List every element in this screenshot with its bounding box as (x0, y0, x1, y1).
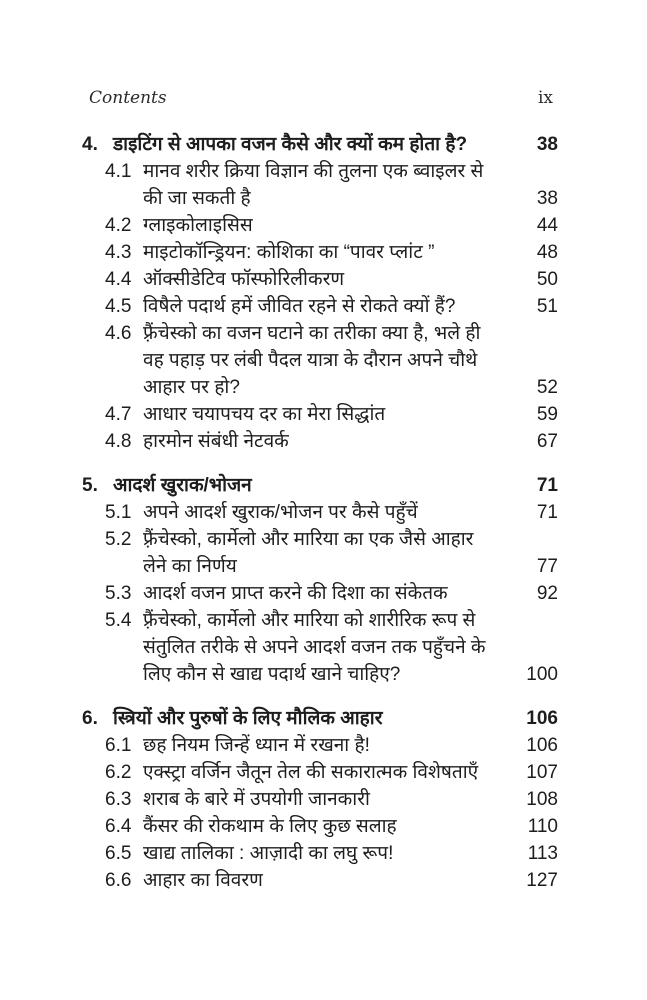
toc-entry-page: 48 (536, 242, 558, 263)
toc-entry-number: 4.4 (105, 269, 132, 290)
toc-entry-number: 6.1 (105, 735, 132, 756)
toc-entry-number: 4.8 (105, 431, 132, 452)
toc-entry-number: 6.2 (105, 762, 132, 783)
toc-entry-number: 5.1 (105, 502, 132, 523)
toc-entry-title: छह नियम जिन्हें ध्यान में रखना है! (143, 735, 370, 756)
toc-entry-title: आदर्श वजन प्राप्त करने की दिशा का संकेतक (143, 583, 448, 604)
toc-entry (82, 759, 558, 786)
toc-entry-number: 4.5 (105, 296, 132, 317)
toc-chapter-heading (82, 705, 558, 732)
toc-entry-number: 5.3 (105, 583, 132, 604)
chapter-number: 5. (82, 475, 98, 496)
page-folio: ix (537, 88, 553, 108)
toc-entry-page: 107 (526, 762, 558, 783)
toc-entry-title: फ़्रैंचेस्को, कार्मेलो और मारिया का एक जैसे आहार लेने का निर्णय (143, 529, 474, 577)
toc-entry-title: हारमोन संबंधी नेटवर्क (143, 431, 289, 452)
toc-entry-number: 5.4 (105, 610, 132, 631)
toc-entry-title: मानव शरीर क्रिया विज्ञान की तुलना एक ब्वाइलर से की जा सकती है (143, 161, 484, 209)
toc-entry-page: 110 (527, 816, 558, 837)
toc-entry-title: ग्लाइकोलाइसिस (143, 215, 253, 236)
toc-entry (82, 732, 558, 759)
toc-chapter-heading (82, 131, 558, 158)
toc-entry-number: 4.6 (105, 323, 132, 344)
toc-entry (82, 401, 558, 428)
chapter-block-5 (82, 472, 558, 688)
toc-entry (82, 580, 558, 607)
toc-entry (82, 867, 558, 894)
toc-entry (82, 526, 558, 580)
toc-entry (82, 158, 558, 212)
toc-entry (82, 320, 558, 401)
toc-entry-title: कैंसर की रोकथाम के लिए कुछ सलाह (143, 816, 397, 837)
toc-entry (82, 428, 558, 455)
toc-entry-page: 50 (536, 269, 558, 290)
chapter-page-number: 38 (536, 134, 558, 155)
toc-entry-number: 6.5 (105, 843, 132, 864)
chapter-number: 4. (82, 134, 98, 155)
toc-entry-number: 6.3 (105, 789, 132, 810)
toc-entry-page: 71 (536, 502, 558, 523)
toc-entry (82, 607, 558, 688)
toc-entry-page: 100 (526, 664, 558, 685)
toc-entry-page: 113 (527, 843, 558, 864)
chapter-page-number: 71 (536, 475, 558, 496)
toc-entry (82, 813, 558, 840)
toc-entry-title: फ़्रैंचेस्को, कार्मेलो और मारिया को शारीरिक रूप से संतुलित तरीके से अपने आदर्श वजन तक पहुँचने के लिए कौन से खाद्य पदार्थ खाने चाहिए? (143, 610, 486, 685)
toc-entry-page: 106 (526, 735, 558, 756)
toc-entry-page: 77 (536, 556, 558, 577)
chapter-title: डाइटिंग से आपका वजन कैसे और क्यों कम होता है? (113, 134, 468, 155)
toc-entry-page: 51 (536, 296, 558, 317)
toc-entry-number: 4.3 (105, 242, 132, 263)
toc-entry-page: 127 (526, 870, 558, 891)
toc-entry-title: आधार चयापचय दर का मेरा सिद्धांत (143, 404, 386, 425)
toc-entry-title: विषैले पदार्थ हमें जीवित रहने से रोकते क्यों हैं? (143, 296, 456, 317)
toc-entry-title: अपने आदर्श खुराक/भोजन पर कैसे पहुँचें (143, 502, 418, 523)
toc-entry-title: खाद्य तालिका : आज़ादी का लघु रूप! (143, 843, 394, 864)
chapter-block-6 (82, 705, 558, 894)
toc-entry-title: ऑक्सीडेटिव फॉस्फोरिलीकरण (143, 269, 345, 290)
toc-entry-title: आहार का विवरण (143, 870, 263, 891)
toc-entry-page: 108 (526, 789, 558, 810)
running-title: Contents (89, 88, 167, 108)
toc-entry (82, 499, 558, 526)
toc-entry (82, 239, 558, 266)
toc-entry-page: 52 (536, 377, 558, 398)
chapter-page-number: 106 (526, 708, 558, 729)
toc-entry-title: माइटोकॉन्ड्रियन: कोशिका का “पावर प्लांट ” (143, 242, 435, 263)
toc-entry-number: 4.7 (105, 404, 132, 425)
chapter-number: 6. (82, 708, 98, 729)
toc-entry-number: 5.2 (105, 529, 132, 550)
toc-entry-page: 67 (536, 431, 558, 452)
toc-entry (82, 293, 558, 320)
toc-entry-title: फ़्रैंचेस्को का वजन घटाने का तरीका क्या है, भले ही वह पहाड़ पर लंबी पैदल यात्रा के दौरान अपने चौथे आहार पर हो? (143, 323, 481, 398)
toc-entry (82, 212, 558, 239)
toc-entry-page: 44 (536, 215, 558, 236)
toc-entry (82, 786, 558, 813)
toc-entry-number: 4.2 (105, 215, 132, 236)
toc-entry-number: 6.4 (105, 816, 132, 837)
page-header (82, 88, 558, 109)
toc-entry-title: शराब के बारे में उपयोगी जानकारी (143, 789, 370, 810)
toc-entry-page: 92 (536, 583, 558, 604)
toc-entry (82, 840, 558, 867)
toc-entry-page: 38 (536, 188, 558, 209)
table-of-contents (82, 131, 558, 894)
toc-entry-number: 6.6 (105, 870, 132, 891)
toc-entry (82, 266, 558, 293)
chapter-title: स्त्रियों और पुरुषों के लिए मौलिक आहार (113, 708, 383, 729)
toc-chapter-heading (82, 472, 558, 499)
toc-entry-title: एक्स्ट्रा वर्जिन जैतून तेल की सकारात्मक विशेषताएँ (143, 762, 479, 783)
toc-entry-number: 4.1 (105, 161, 132, 182)
toc-entry-page: 59 (536, 404, 558, 425)
chapter-title: आदर्श खुराक/भोजन (113, 475, 252, 496)
chapter-block-4 (82, 131, 558, 455)
